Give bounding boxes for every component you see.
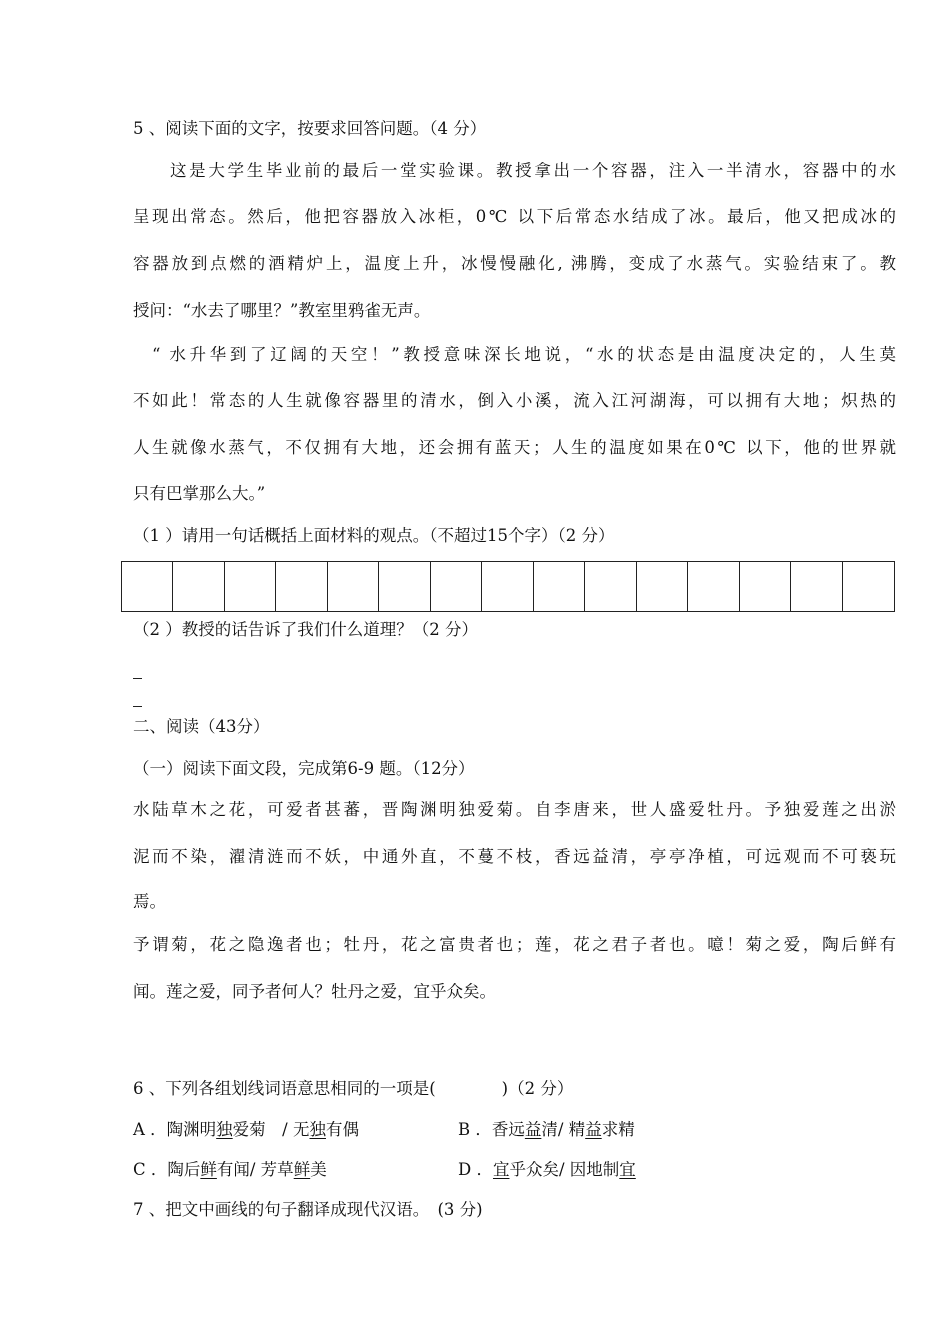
answer-cell[interactable] <box>122 562 173 611</box>
answer-cell[interactable] <box>791 562 842 611</box>
answer-line[interactable] <box>133 706 142 707</box>
option-text: 求精 <box>601 1120 635 1139</box>
underlined-word: 鲜 <box>200 1160 217 1179</box>
q7-stem: 7 、把文中画线的句子翻译成现代汉语。 (3 分) <box>133 1200 483 1219</box>
answer-cell[interactable] <box>843 562 894 611</box>
option-text: B ．香远 <box>458 1120 525 1139</box>
answer-cell[interactable] <box>534 562 585 611</box>
q5-p2-line-2: 不如此！常态的人生就像容器里的清水，倒入小溪，流入江河湖海，可以拥有大地；炽热的 <box>133 391 896 410</box>
q5-p2-line-3: 人生就像水蒸气，不仅拥有大地，还会拥有蓝天；人生的温度如果在0℃ 以下，他的世界就 <box>133 438 896 457</box>
q6-option-b[interactable] <box>458 1119 635 1141</box>
answer-cell[interactable] <box>328 562 379 611</box>
answer-line[interactable] <box>133 678 142 679</box>
q5-p2-line-4: 只有巴掌那么大。” <box>133 484 266 503</box>
option-text: A ．陶渊明 <box>133 1120 217 1139</box>
underlined-word: 鲜 <box>293 1160 311 1179</box>
answer-cell[interactable] <box>585 562 636 611</box>
section2-title: 二、阅读（43分） <box>133 717 270 736</box>
option-text: 有偶 <box>325 1120 359 1139</box>
answer-cell[interactable] <box>482 562 533 611</box>
underlined-word: 益 <box>524 1120 542 1139</box>
q6-stem: 6 、下列各组划线词语意思相同的一项是( )（2 分） <box>133 1079 574 1098</box>
option-text: 乎众矣/ 因地制 <box>509 1160 620 1179</box>
underlined-word: 宜 <box>492 1160 510 1179</box>
q5-p2-line-1: “ 水升华到了辽阔的天空！”教授意味深长地说，“水的状态是由温度决定的，人生莫 <box>152 345 896 364</box>
answer-cell[interactable] <box>688 562 739 611</box>
passage-line-2: 泥而不染，濯清涟而不妖，中通外直，不蔓不枝，香远益清，亭亭净植，可远观而不可亵玩 <box>133 847 896 866</box>
q6-option-c[interactable] <box>133 1159 327 1181</box>
q5-sub2: （2 ）教授的话告诉了我们什么道理？（2 分） <box>133 620 478 639</box>
option-text: C ．陶后 <box>133 1160 201 1179</box>
answer-cell[interactable] <box>637 562 688 611</box>
answer-cell[interactable] <box>173 562 224 611</box>
option-text: D ． <box>458 1160 493 1179</box>
q5-p1-line-1: 这是大学生毕业前的最后一堂实验课。教授拿出一个容器，注入一半清水，容器中的水 <box>170 161 896 180</box>
passage-line-4: 予谓菊，花之隐逸者也；牡丹，花之富贵者也；莲，花之君子者也。噫！菊之爱，陶后鲜有 <box>133 935 896 954</box>
answer-cell[interactable] <box>431 562 482 611</box>
option-text: 清/ 精 <box>541 1120 586 1139</box>
answer-cell[interactable] <box>740 562 791 611</box>
option-text: 美 <box>310 1160 327 1179</box>
q6-option-d[interactable] <box>458 1159 636 1181</box>
option-text: 有闻/ 芳草 <box>216 1160 294 1179</box>
section2-part1: （一）阅读下面文段，完成第6-9 题。（12分） <box>133 759 475 778</box>
underlined-word: 宜 <box>619 1160 636 1179</box>
q5-title: 5 、阅读下面的文字，按要求回答问题。（4 分） <box>133 119 487 138</box>
underlined-word: 独 <box>309 1120 326 1139</box>
passage-line-5: 闻。莲之爱，同予者何人？牡丹之爱，宜乎众矣。 <box>133 982 496 1001</box>
q5-p1-line-2: 呈现出常态。然后，他把容器放入冰柜，0℃ 以下后常态水结成了冰。最后，他又把成冰的 <box>133 207 896 226</box>
underlined-word: 益 <box>585 1120 602 1139</box>
answer-cell[interactable] <box>379 562 430 611</box>
q6-option-a[interactable] <box>133 1119 359 1141</box>
q5-p1-line-4: 授问：“水去了哪里？”教室里鸦雀无声。 <box>133 301 431 320</box>
answer-grid[interactable] <box>121 561 895 612</box>
underlined-word: 独 <box>216 1120 233 1139</box>
option-text: 爱菊 / 无 <box>232 1120 310 1139</box>
q5-p1-line-3: 容器放到点燃的酒精炉上，温度上升，冰慢慢融化, 沸腾，变成了水蒸气。实验结束了。教 <box>133 254 896 273</box>
answer-cell[interactable] <box>276 562 327 611</box>
q5-sub1: （1 ）请用一句话概括上面材料的观点。（不超过15个字）（2 分） <box>133 526 615 545</box>
passage-line-1: 水陆草木之花，可爱者甚蕃，晋陶渊明独爱菊。自李唐来，世人盛爱牡丹。予独爱莲之出淤 <box>133 800 896 819</box>
answer-cell[interactable] <box>225 562 276 611</box>
passage-line-3: 焉。 <box>133 892 166 911</box>
